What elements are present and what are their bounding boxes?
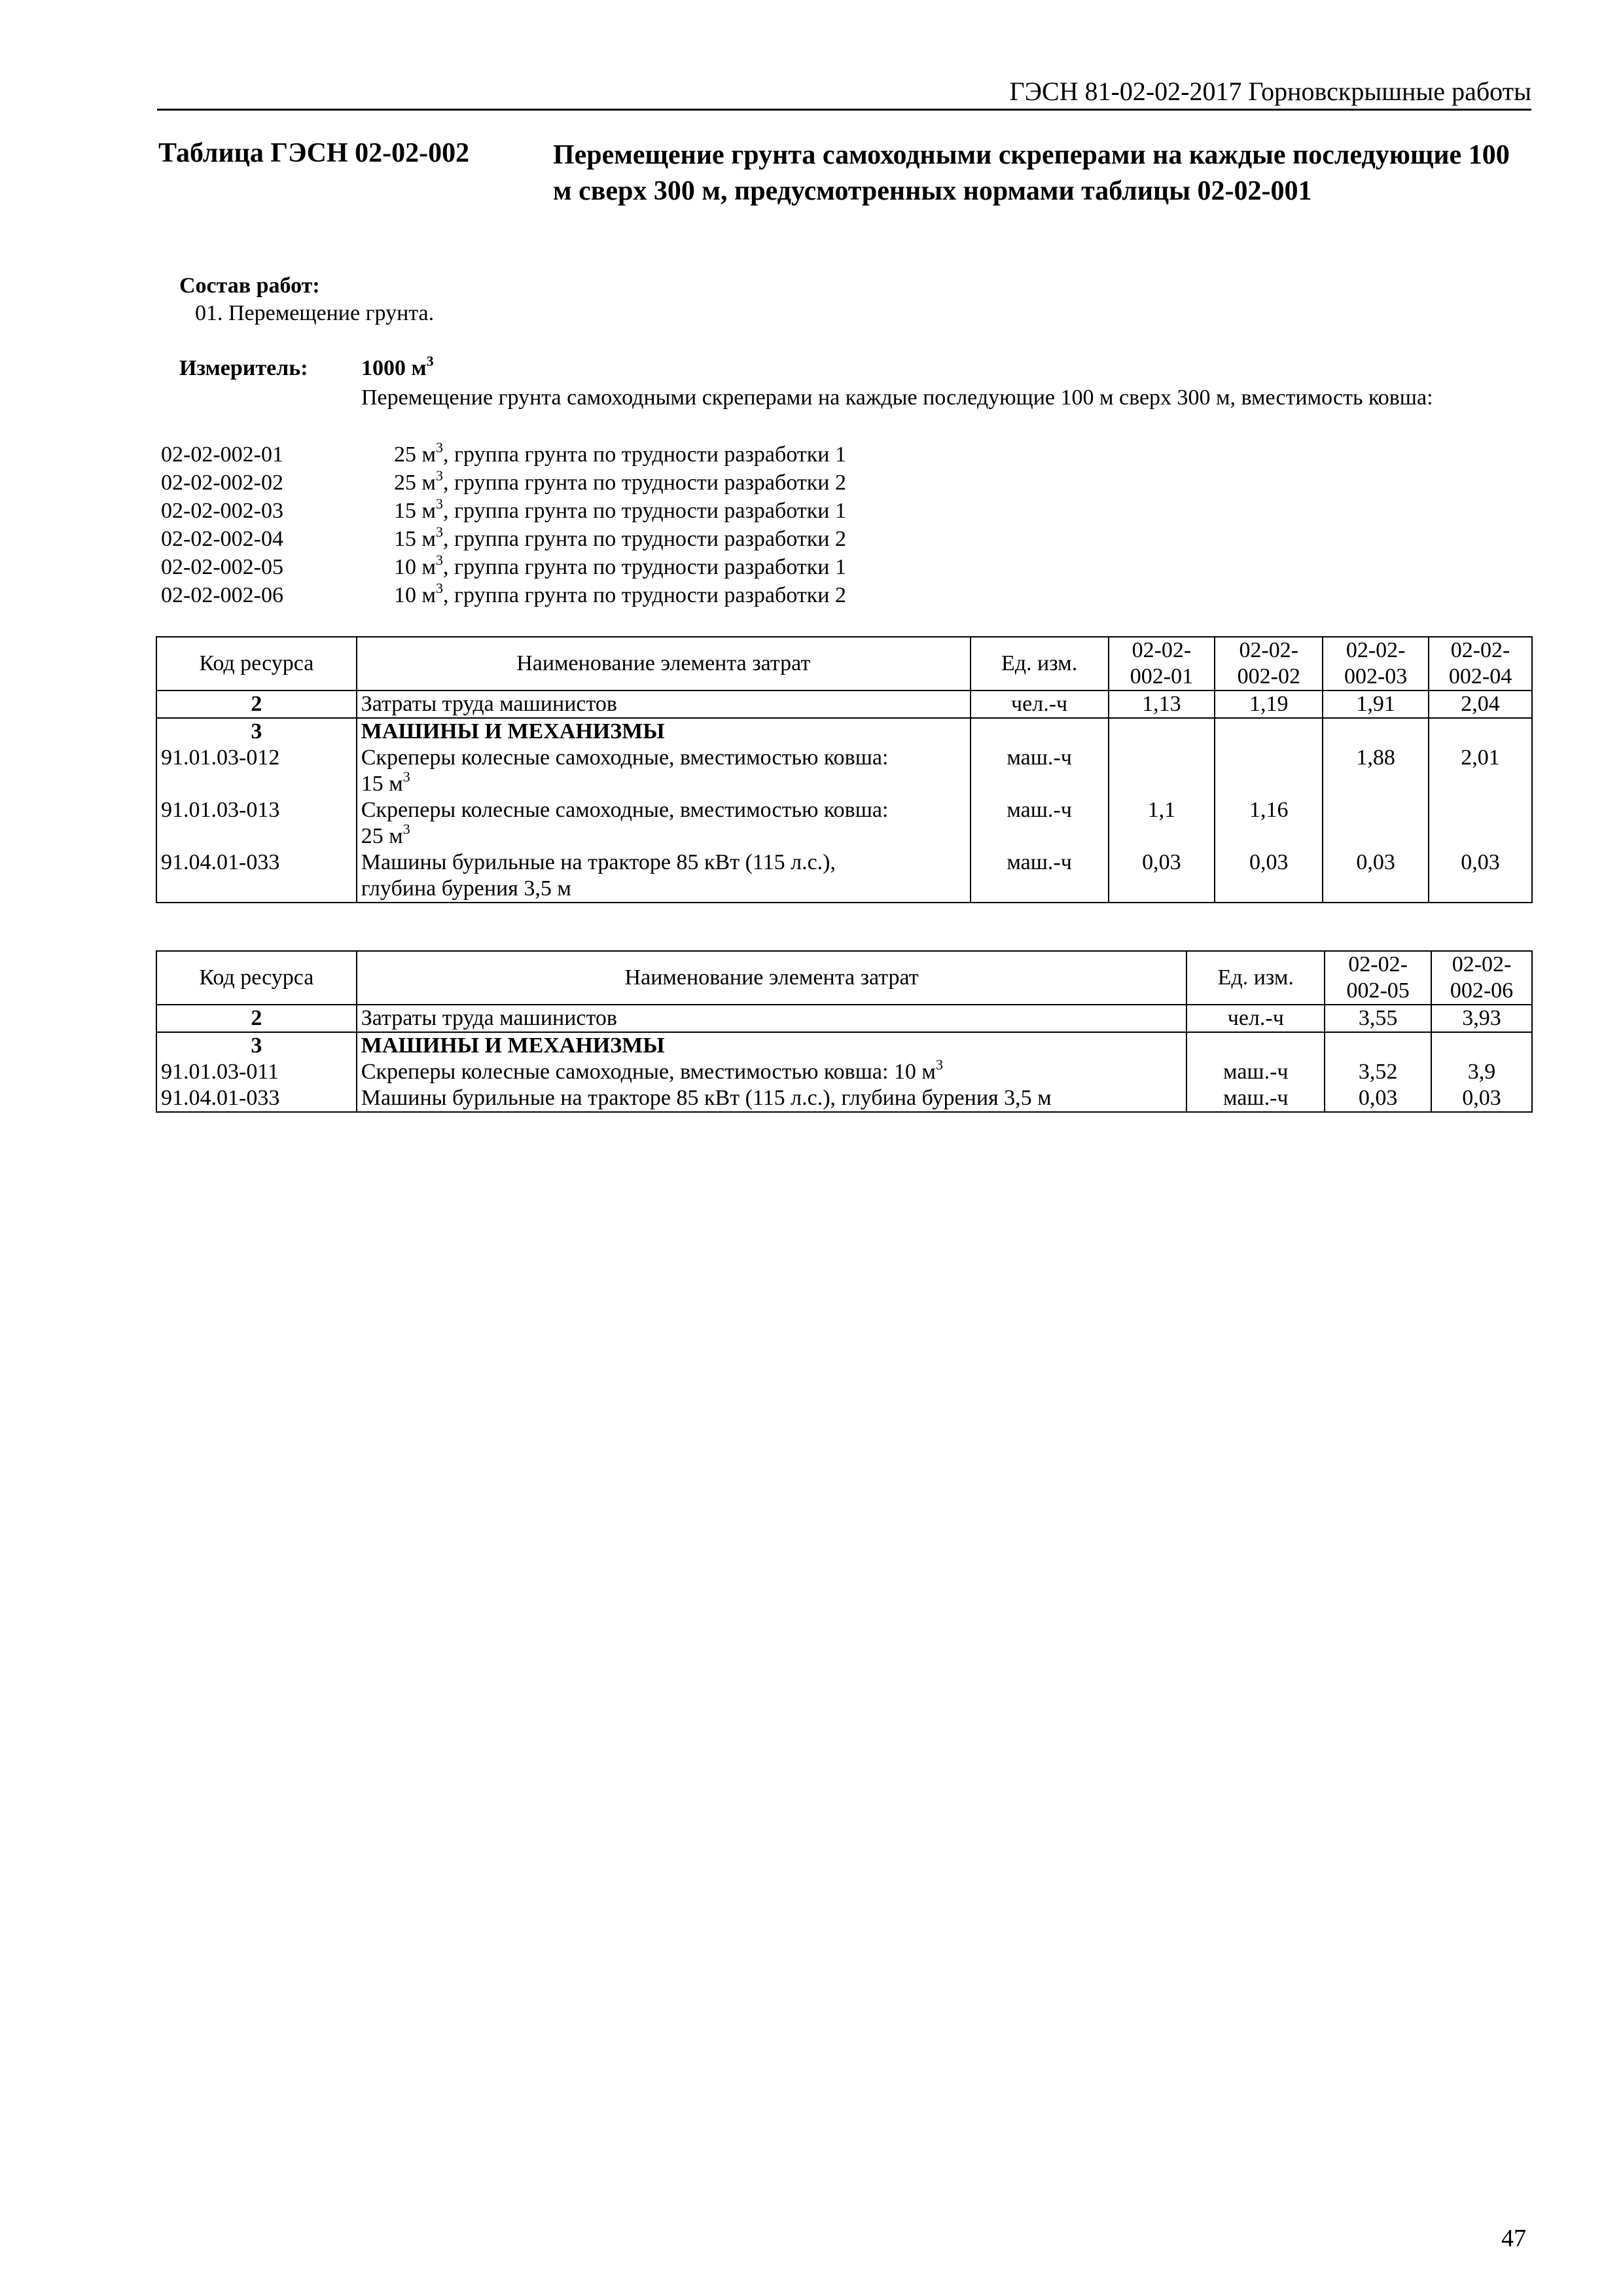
table-title: Перемещение грунта самоходными скреперами на каждые последующие 100 м сверх 300 м, предусмотренных нормами таблицы 02-02-001	[553, 140, 1510, 206]
table-row: 91.04.01-033 Машины бурильные на тракторе 85 кВт (115 л.с.), глубина бурения 3,5 м маш.-ч 0,03 0,03 0,03 0,03	[156, 850, 1532, 903]
table-header-row	[156, 951, 1532, 1005]
col-header-name: Наименование элемента затрат	[357, 951, 1187, 1005]
col-header-unit: Ед. изм.	[971, 637, 1109, 691]
list-item: 02-02-002-01 25 $м^3$, группа грунта по трудности разработки 1	[161, 439, 846, 467]
col-header-norm: 02-02- 002-05	[1325, 951, 1431, 1005]
table-row: 2 Затраты труда машинистов чел.-ч 1,13 1,19 1,91 2,04	[156, 691, 1532, 718]
col-header-name: Наименование элемента затрат	[357, 637, 971, 691]
page-number: 47	[1501, 2225, 1526, 2252]
work-composition-heading: Состав работ:	[179, 274, 320, 298]
work-composition-item: 01. Перемещение грунта.	[195, 301, 435, 325]
list-item: 02-02-002-05 10 $м^3$, группа грунта по трудности разработки 1	[161, 551, 846, 579]
table-row: 91.01.03-012 Скреперы колесные самоходные, вместимостью ковша: 15 $м^3$ маш.-ч 1,88 2,01	[156, 745, 1532, 797]
table-section-row: 3 МАШИНЫ И МЕХАНИЗМЫ	[156, 1032, 1532, 1059]
col-header-norm: 02-02- 002-02	[1215, 637, 1323, 691]
table-row: 91.04.01-033 Машины бурильные на тракторе 85 кВт (115 л.с.), глубина бурения 3,5 м маш.-ч 0,03 0,03	[156, 1085, 1532, 1112]
list-item: 02-02-002-04 15 $м^3$, группа грунта по трудности разработки 2	[161, 523, 846, 551]
variant-list	[161, 440, 846, 609]
table-row: 91.01.03-011 Скреперы колесные самоходные, вместимостью ковша: 10 $м^3$ маш.-ч 3,52 3,9	[156, 1059, 1532, 1085]
list-item: 02-02-002-02 25 $м^3$, группа грунта по трудности разработки 2	[161, 467, 846, 495]
table-label: Таблица ГЭСН 02-02-002	[158, 138, 470, 168]
col-header-unit: Ед. изм.	[1186, 951, 1325, 1005]
col-header-code: Код ресурса	[156, 951, 357, 1005]
measure-value: 1000 $м^3$	[361, 352, 434, 380]
resource-table-1	[156, 636, 1533, 903]
running-header: ГЭСН 81-02-02-2017 Горновскрышные работы	[1009, 77, 1531, 106]
measure-label: Измеритель:	[179, 356, 308, 380]
col-header-norm: 02-02- 002-06	[1431, 951, 1532, 1005]
measure-description: Перемещение грунта самоходными скреперами на каждые последующие 100 м сверх 300 м, вместимость ковша:	[361, 386, 1433, 410]
list-item: 02-02-002-06 10 $м^3$, группа грунта по трудности разработки 2	[161, 579, 846, 607]
table-section-row: 3 МАШИНЫ И МЕХАНИЗМЫ	[156, 718, 1532, 745]
header-rule	[157, 109, 1531, 111]
resource-table-2	[156, 950, 1533, 1113]
list-item: 02-02-002-03 15 $м^3$, группа грунта по трудности разработки 1	[161, 495, 846, 523]
col-header-norm: 02-02- 002-04	[1429, 637, 1532, 691]
table-header-row	[156, 637, 1532, 691]
col-header-norm: 02-02- 002-01	[1109, 637, 1215, 691]
col-header-code: Код ресурса	[156, 637, 357, 691]
col-header-norm: 02-02- 002-03	[1323, 637, 1429, 691]
table-row: 2 Затраты труда машинистов чел.-ч 3,55 3,93	[156, 1005, 1532, 1032]
table-row: 91.01.03-013 Скреперы колесные самоходные, вместимостью ковша: 25 $м^3$ маш.-ч 1,1 1,16	[156, 797, 1532, 850]
